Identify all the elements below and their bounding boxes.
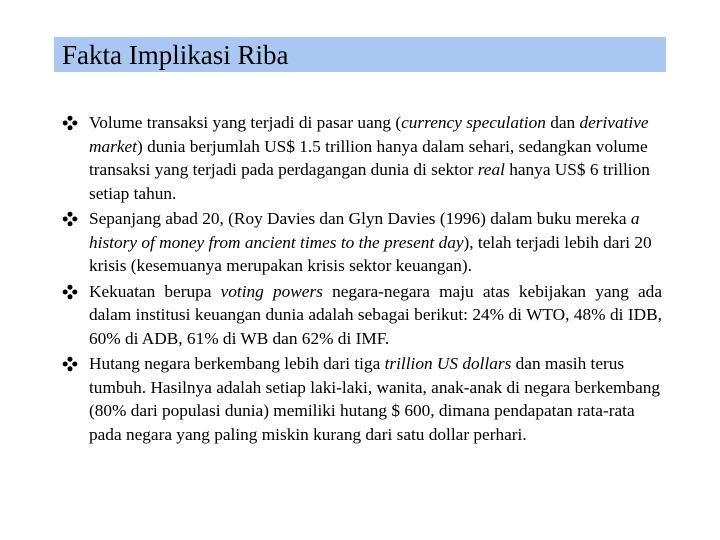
bullet-segment: derivative market (89, 113, 649, 156)
diamond-dots-icon (62, 356, 78, 372)
diamond-dots-icon (62, 115, 78, 131)
bullet-segment: currency speculation (401, 113, 546, 132)
slide-title: Fakta Implikasi Riba (62, 40, 289, 70)
bullet-segment: trillion US dollars (384, 354, 512, 373)
diamond-dots-icon (62, 284, 78, 300)
bullet-text (89, 282, 662, 348)
bullet-segment: Volume transaksi yang terjadi di pasar uang ( (89, 113, 402, 132)
slide-title-bar (54, 37, 666, 72)
bullet-segment: hanya US$ 6 trillion setiap tahun. (89, 160, 650, 203)
bullet-segment: dan (545, 113, 580, 132)
bullet-item (62, 352, 662, 446)
bullet-item (62, 280, 662, 351)
bullet-text (89, 113, 650, 203)
bullet-item (62, 207, 662, 278)
bullet-segment: Hutang negara berkembang lebih dari tiga (89, 354, 385, 373)
bullet-segment: voting powers (220, 281, 323, 301)
bullet-list (62, 111, 662, 448)
bullet-text (89, 354, 660, 444)
bullet-segment: Kekuatan berupa (89, 281, 221, 301)
bullet-segment: a history of money from ancient times to the present day (89, 209, 640, 252)
bullet-item (62, 111, 662, 205)
diamond-dots-icon (62, 211, 78, 227)
bullet-segment: negara-negara maju atas kebijakan yang ada dalam institusi keuangan dunia adalah sebagai berikut: 24% di WTO, 48% di IDB, 60% di ADB, 61% di WB dan 62% di IMF. (89, 281, 662, 348)
bullet-segment: dan masih terus tumbuh. Hasilnya adalah setiap laki-laki, wanita, anak-anak di negara berkembang (80% dari populasi dunia) memiliki hutang $ 600, dimana pendapatan rata-rata pada negara yang paling miskin kurang dari satu dollar perhari. (89, 354, 661, 444)
bullet-segment: real (477, 160, 505, 179)
bullet-segment: Sepanjang abad 20, (Roy Davies dan Glyn Davies (1996) dalam buku mereka (89, 209, 631, 228)
bullet-segment: ) dunia berjumlah US$ 1.5 trillion hanya dalam sehari, sedangkan volume transaksi yang terjadi pada perdagangan dunia di sektor (89, 136, 648, 179)
bullet-text (89, 209, 652, 275)
bullet-segment: ), telah terjadi lebih dari 20 krisis (kesemuanya merupakan krisis sektor keuangan). (89, 232, 652, 275)
